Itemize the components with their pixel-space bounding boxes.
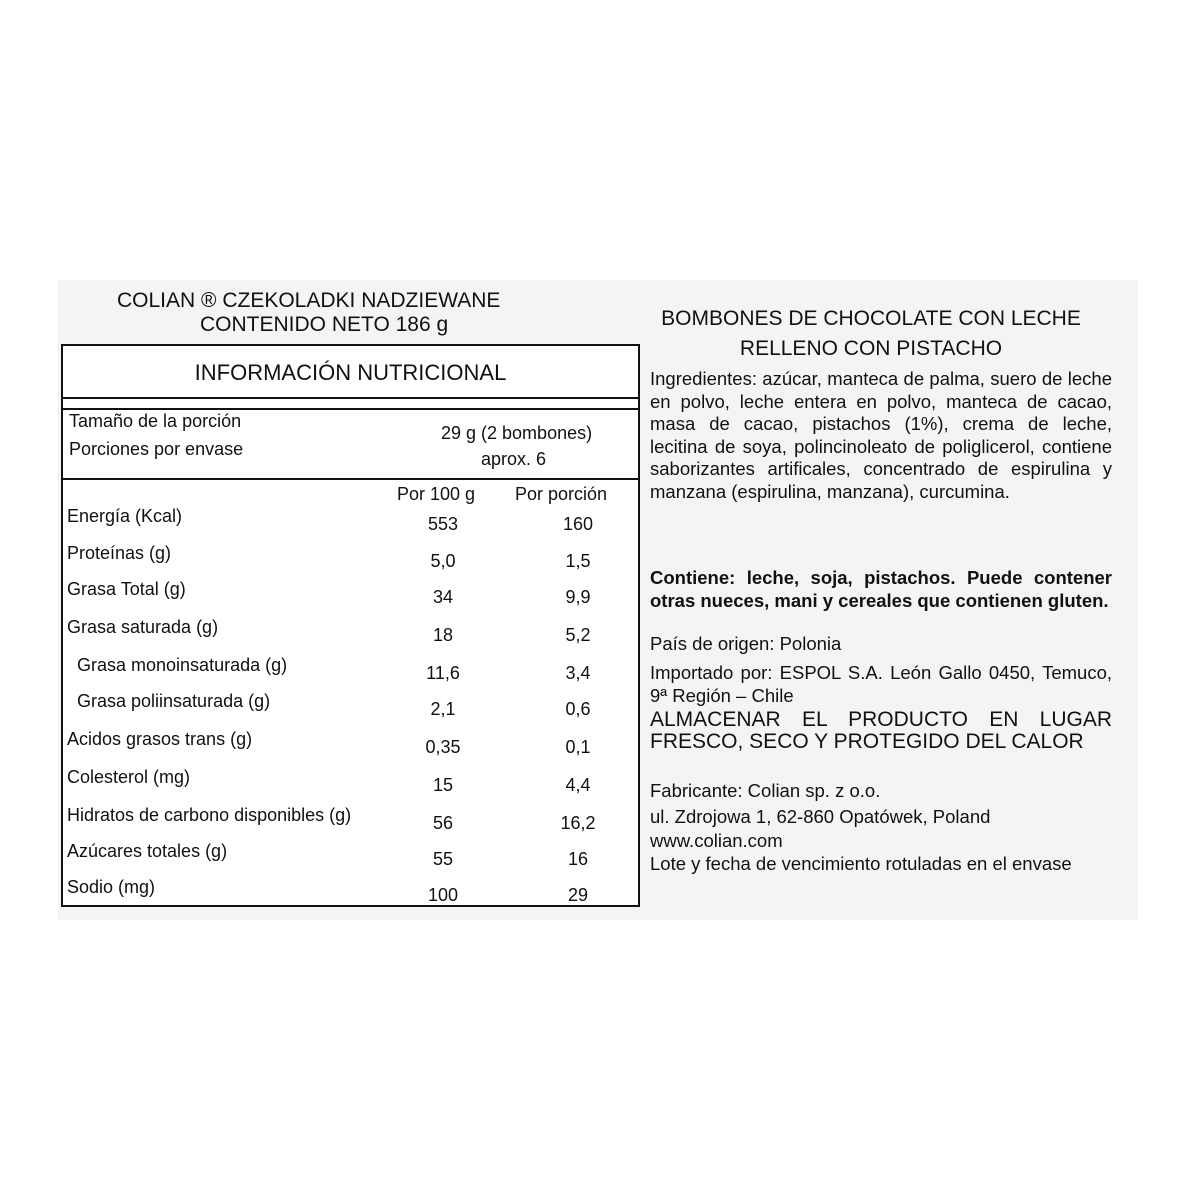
- value-perserving: 3,4: [565, 663, 591, 683]
- nutrition-row: [63, 805, 638, 835]
- nutrient-label: Hidratos de carbono disponibles (g): [67, 805, 352, 825]
- origin-text: País de origen: Polonia: [650, 633, 842, 654]
- nutrient-label: Colesterol (mg): [67, 767, 191, 787]
- value-per100: 56: [432, 813, 454, 833]
- value-perserving: 9,9: [565, 587, 591, 607]
- nutrient-label: Grasa Total (g): [67, 579, 186, 599]
- value-per100: 34: [432, 587, 454, 607]
- column-header-per100: Por 100 g: [397, 484, 476, 504]
- nutrition-row: [63, 617, 638, 647]
- value-per100: 0,35: [425, 737, 461, 757]
- serving-size-value: 29 g (2 bombones): [441, 423, 593, 443]
- nutrition-row: [63, 767, 638, 797]
- column-header-perserving: Por porción: [515, 484, 608, 504]
- ingredients-text: Ingredientes: azúcar, manteca de palma, suero de leche en polvo, leche entera en polvo, manteca de cacao, masa de cacao, pistachos (1%), crema de leche, lecitina de soya, polincinoleato de poliglicerol, contiene saborizantes artificales, concentrado de espirulina y manzana (espirulina, manzana), curcumina.: [650, 368, 1112, 502]
- value-per100: 100: [427, 885, 459, 905]
- nutrient-label: Grasa monoinsaturada (g): [77, 655, 288, 675]
- value-perserving: 29: [567, 885, 589, 905]
- value-perserving: 4,4: [565, 775, 591, 795]
- value-perserving: 16: [567, 849, 589, 869]
- nutrient-label: Proteínas (g): [67, 543, 172, 563]
- value-perserving: 1,5: [565, 551, 591, 571]
- nutrition-row: [63, 579, 638, 609]
- nutrition-row: [63, 655, 638, 685]
- value-per100: 11,6: [426, 663, 460, 683]
- lot-text: Lote y fecha de vencimiento rotuladas en el envase: [650, 853, 1072, 874]
- nutrition-title: INFORMACIÓN NUTRICIONAL: [63, 346, 638, 399]
- serving-size-label: Tamaño de la porción: [69, 411, 242, 431]
- address-text: ul. Zdrojowa 1, 62-860 Opatówek, Poland: [650, 806, 991, 827]
- product-title-line2: RELLENO CON PISTACHO: [739, 337, 1003, 360]
- value-per100: 2,1: [430, 699, 456, 719]
- nutrition-row: [63, 877, 638, 907]
- nutrient-label: Sodio (mg): [67, 877, 156, 897]
- value-per100: 5,0: [430, 551, 456, 571]
- nutrient-label: Energía (Kcal): [67, 506, 183, 526]
- value-per100: 55: [432, 849, 454, 869]
- brand-line: COLIAN ® CZEKOLADKI NADZIEWANE: [117, 289, 501, 312]
- nutrition-row: [63, 506, 638, 536]
- value-perserving: 0,1: [565, 737, 591, 757]
- value-per100: 18: [432, 625, 454, 645]
- nutrition-row: [63, 543, 638, 573]
- serving-info: [63, 408, 638, 480]
- nutrition-row: [63, 691, 638, 721]
- value-perserving: 16,2: [560, 813, 596, 833]
- importer-text: Importado por: ESPOL S.A. León Gallo 0450, Temuco, 9ª Región – Chile: [650, 662, 1112, 706]
- value-per100: 553: [427, 514, 459, 534]
- value-per100: 15: [432, 775, 454, 795]
- nutrient-label: Acidos grasos trans (g): [67, 729, 253, 749]
- nutrition-table: [61, 344, 640, 907]
- storage-text: ALMACENAR EL PRODUCTO EN LUGAR FRESCO, SECO Y PROTEGIDO DEL CALOR: [650, 708, 1112, 753]
- net-content: CONTENIDO NETO 186 g: [200, 313, 449, 336]
- servings-value: aprox. 6: [481, 449, 547, 469]
- nutrient-label: Grasa saturada (g): [67, 617, 219, 637]
- nutrient-label: Grasa poliinsaturada (g): [77, 691, 271, 711]
- nutrition-row: [63, 729, 638, 759]
- value-perserving: 0,6: [565, 699, 591, 719]
- website-text: www.colian.com: [650, 830, 783, 851]
- value-perserving: 160: [562, 514, 594, 534]
- allergens-text: Contiene: leche, soja, pistachos. Puede contener otras nueces, mani y cereales que contienen gluten.: [650, 567, 1112, 611]
- nutrient-label: Azúcares totales (g): [67, 841, 228, 861]
- servings-label: Porciones por envase: [69, 439, 244, 459]
- nutrition-row: [63, 841, 638, 871]
- value-perserving: 5,2: [565, 625, 591, 645]
- product-title-line1: BOMBONES DE CHOCOLATE CON LECHE: [661, 307, 1081, 330]
- manufacturer-text: Fabricante: Colian sp. z o.o.: [650, 780, 881, 801]
